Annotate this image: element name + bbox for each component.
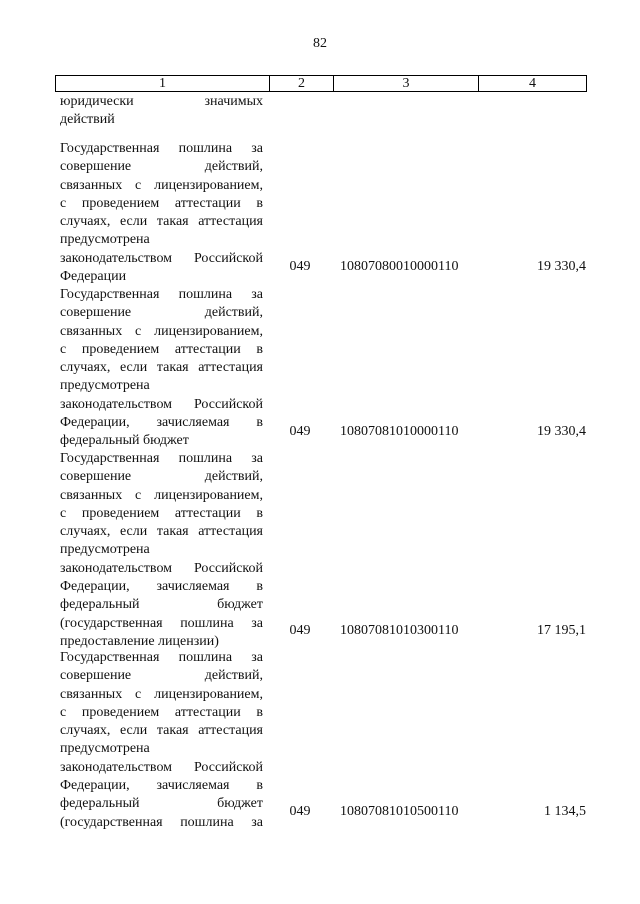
- table-header: [55, 75, 587, 92]
- row-kbk: 10807081010000110: [340, 424, 459, 439]
- row-kbk: 10807081010500110: [340, 804, 459, 819]
- name-line: Государственная пошлина за: [60, 451, 263, 466]
- name-line: Государственная пошлина за: [60, 141, 263, 156]
- row-name: [60, 140, 263, 286]
- name-line: связанных с лицензированием,: [60, 487, 263, 503]
- page-number: 82: [313, 36, 327, 51]
- name-line: (государственная пошлина за: [60, 615, 263, 631]
- name-line: с проведением аттестации в: [60, 505, 263, 521]
- name-line: случаях, если такая аттестация: [60, 214, 263, 230]
- row-code: 049: [289, 424, 311, 439]
- name-line: с проведением аттестации в: [60, 341, 263, 357]
- name-line: (государственная пошлина за: [60, 814, 263, 830]
- row-amount: 17 195,1: [537, 623, 586, 638]
- name-line: совершение действий,: [60, 305, 263, 321]
- name-line: связанных с лицензированием,: [60, 177, 263, 193]
- name-line: законодательством Российской: [60, 250, 263, 266]
- row-name: [60, 450, 263, 651]
- name-line: юридически значимых: [60, 94, 263, 109]
- row-amount: 19 330,4: [537, 424, 586, 439]
- header-col-4: 4: [529, 76, 536, 91]
- name-line: федеральный бюджет: [60, 433, 189, 449]
- name-line: предоставление лицензии): [60, 633, 219, 649]
- row-name: [60, 93, 263, 130]
- name-line: Государственная пошлина за: [60, 287, 263, 302]
- name-line: Федерации, зачисляемая в: [60, 778, 263, 794]
- name-line: предусмотрена: [60, 542, 150, 558]
- name-line: случаях, если такая аттестация: [60, 360, 263, 376]
- name-line: Федерации: [60, 269, 127, 285]
- row-kbk: 10807081010300110: [340, 623, 459, 638]
- name-line: Государственная пошлина за: [60, 650, 263, 665]
- name-line: связанных с лицензированием,: [60, 323, 263, 339]
- name-line: законодательством Российской: [60, 759, 263, 775]
- header-col-1: 1: [56, 76, 270, 91]
- name-line: предусмотрена: [60, 378, 150, 394]
- name-line: законодательством Российской: [60, 396, 263, 412]
- row-code: 049: [289, 804, 311, 819]
- name-line: федеральный бюджет: [60, 597, 263, 613]
- name-line: Федерации, зачисляемая в: [60, 415, 263, 431]
- name-line: совершение действий,: [60, 469, 263, 485]
- header-col-2: 2: [270, 76, 334, 91]
- row-amount: 1 134,5: [544, 804, 586, 819]
- row-code: 049: [289, 259, 311, 274]
- name-line: действий: [60, 112, 115, 128]
- row-amount: 19 330,4: [537, 259, 586, 274]
- row-name: [60, 649, 263, 832]
- name-line: случаях, если такая аттестация: [60, 524, 263, 540]
- name-line: законодательством Российской: [60, 560, 263, 576]
- name-line: Федерации, зачисляемая в: [60, 579, 263, 595]
- name-line: с проведением аттестации в: [60, 704, 263, 720]
- name-line: случаях, если такая аттестация: [60, 723, 263, 739]
- name-line: федеральный бюджет: [60, 796, 263, 812]
- name-line: совершение действий,: [60, 159, 263, 175]
- name-line: предусмотрена: [60, 232, 150, 248]
- header-col-3: 3: [334, 76, 479, 91]
- name-line: с проведением аттестации в: [60, 195, 263, 211]
- name-line: связанных с лицензированием,: [60, 686, 263, 702]
- row-name: [60, 286, 263, 451]
- row-kbk: 10807080010000110: [340, 259, 459, 274]
- name-line: предусмотрена: [60, 741, 150, 757]
- row-code: 049: [289, 623, 311, 638]
- name-line: совершение действий,: [60, 668, 263, 684]
